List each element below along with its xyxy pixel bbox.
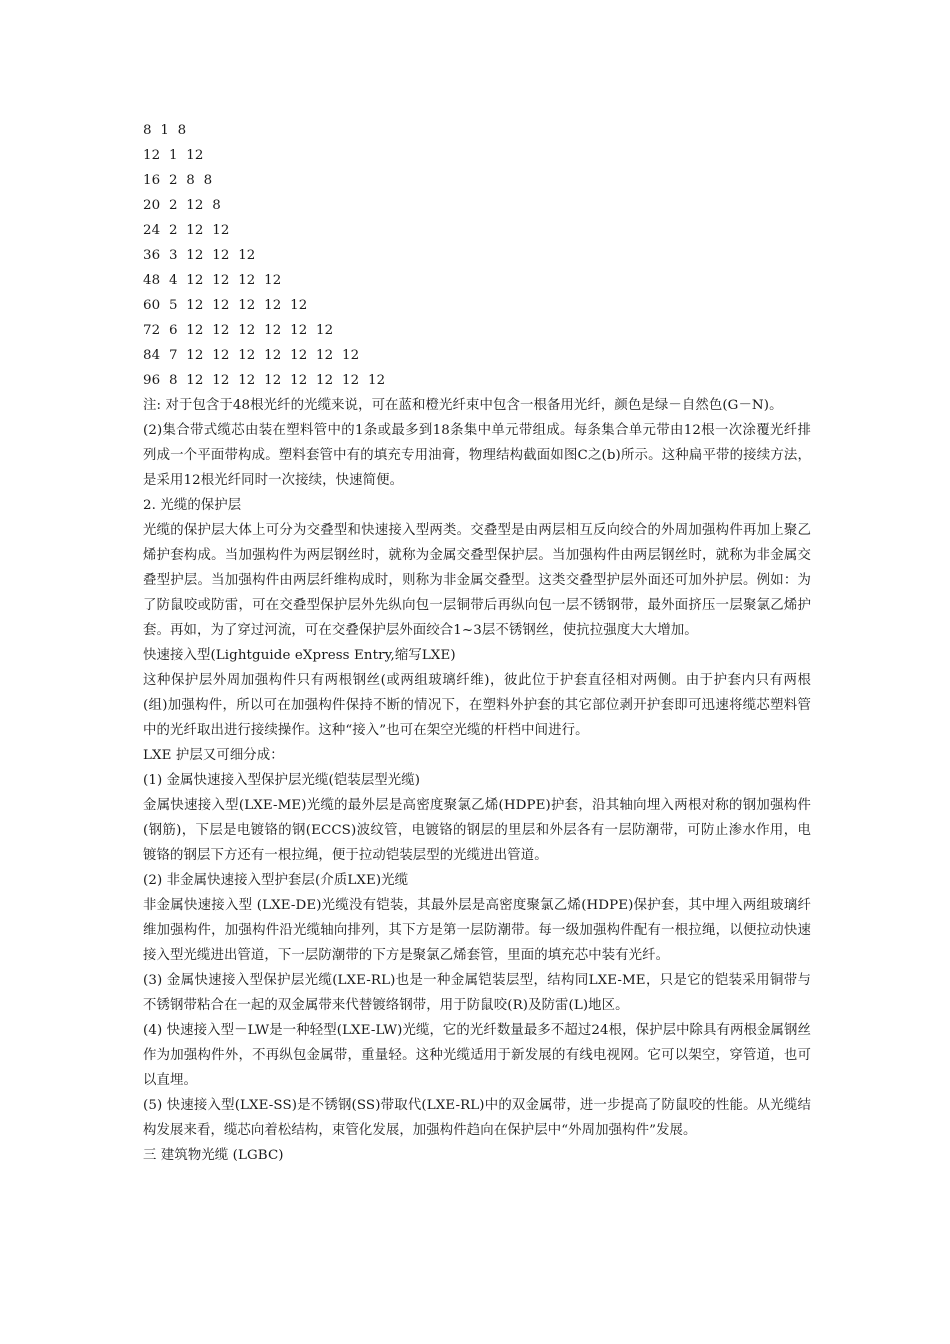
table-row: 8 1 8: [143, 123, 187, 138]
paragraph-protective-layer: 光缆的保护层大体上可分为交叠型和快速接入型两类。交叠型是由两层相互反向绞合的外周加强构件再加上聚乙烯护套构成。当加强构件为两层钢丝时，就称为金属交叠型保护层。当加强构件由两层钢丝时，就称为非金属交叠型护层。当加强构件由两层纤维构成时，则称为非金属交叠型。这类交叠型护层外面还可加外护层。例如：为了防鼠咬或防雷，可在交叠型保护层外先纵向包一层铜带后再纵向包一层不锈钢带，最外面挤压一层聚氯乙烯护套。再如，为了穿过河流，可在交叠保护层外面绞合1~3层不锈钢丝，使抗拉强度大大增加。: [143, 523, 811, 638]
item-heading-1: (1) 金属快速接入型保护层光缆(铠装层型光缆): [143, 773, 421, 788]
paragraph-ribbon-core: (2)集合带式缆芯由装在塑料管中的1条或最多到18条集中单元带组成。每条集合单元带由12根一次涂覆光纤排列成一个平面带构成。塑料套管中有的填充专用油膏，物理结构截面如图C之(b)所示。这种扁平带的接续方法，是采用12根光纤同时一次接续，快速简便。: [143, 423, 811, 488]
table-row: 72 6 12 12 12 12 12 12: [143, 323, 334, 338]
paragraph-lxe-rl: (3) 金属快速接入型保护层光缆(LXE-RL)也是一种金属铠装层型，结构同LXE-ME，只是它的铠装采用铜带与不锈钢带粘合在一起的双金属带来代替镀络钢带，用于防鼠咬(R)及防雷(L)地区。: [143, 973, 811, 1013]
document-body: [143, 118, 811, 1168]
table-row: 24 2 12 12: [143, 223, 230, 238]
paragraph-lxe: 这种保护层外周加强构件只有两根钢丝(或两组玻璃纤维)，彼此位于护套直径相对两侧。由于护套内只有两根(组)加强构件，所以可在加强构件保持不断的情况下，在塑料外护套的其它部位剥开护套即可迅速将缆芯塑料管中的光纤取出进行接续操作。这种“接入”也可在架空光缆的杆档中间进行。: [143, 673, 811, 738]
table-row: 12 1 12: [143, 148, 204, 163]
paragraph-lxe-subdivision: LXE 护层又可细分成：: [143, 748, 284, 763]
table-row: 48 4 12 12 12 12: [143, 273, 282, 288]
table-row: 60 5 12 12 12 12 12: [143, 298, 308, 313]
section-heading-building-cable: 三 建筑物光缆 (LGBC): [143, 1148, 284, 1163]
section-heading-protective-layer: 2. 光缆的保护层: [143, 498, 242, 513]
fiber-count-table: [143, 118, 811, 393]
table-row: 16 2 8 8: [143, 173, 213, 188]
table-row: 84 7 12 12 12 12 12 12 12: [143, 348, 360, 363]
paragraph-lxe-ss: (5) 快速接入型(LXE-SS)是不锈钢(SS)带取代(LXE-RL)中的双金属带，进一步提高了防鼠咬的性能。从光缆结构发展来看，缆芯向着松结构，束管化发展，加强构件趋向在保护层中“外周加强构件”发展。: [143, 1098, 811, 1138]
table-row: 36 3 12 12 12: [143, 248, 256, 263]
paragraph-lxe-de: 非金属快速接入型 (LXE-DE)光缆没有铠装，其最外层是高密度聚氯乙烯(HDPE)保护套，其中埋入两组玻璃纤维加强构件，加强构件沿光缆轴向排列，其下方是第一层防潮带。每一级加强构件配有一根拉绳，以便拉动快速接入型光缆进出管道，下一层防潮带的下方是聚氯乙烯套管，里面的填充芯中装有光纤。: [143, 898, 811, 963]
table-row: 96 8 12 12 12 12 12 12 12 12: [143, 373, 386, 388]
item-heading-2: (2) 非金属快速接入型护套层(介质LXE)光缆: [143, 873, 409, 888]
subheading-lxe: 快速接入型(Lightguide eXpress Entry,缩写LXE): [143, 648, 456, 663]
table-row: 20 2 12 8: [143, 198, 221, 213]
table-note: 注: 对于包含于48根光纤的光缆来说，可在蓝和橙光纤束中包含一根备用光纤，颜色是绿－自然色(G－N)。: [143, 398, 783, 413]
paragraph-lxe-me: 金属快速接入型(LXE-ME)光缆的最外层是高密度聚氯乙烯(HDPE)护套，沿其轴向埋入两根对称的钢加强构件(钢筋)，下层是电镀铬的钢(ECCS)波纹管，电镀铬的钢层的里层和外层各有一层防潮带，可防止渗水作用，电镀铬的钢层下方还有一根拉绳，便于拉动铠装层型的光缆进出管道。: [143, 798, 811, 863]
paragraph-lxe-lw: (4) 快速接入型－LW是一种轻型(LXE-LW)光缆，它的光纤数量最多不超过24根，保护层中除具有两根金属钢丝作为加强构件外，不再纵包金属带，重量轻。这种光缆适用于新发展的有线电视网。它可以架空，穿管道，也可以直埋。: [143, 1023, 811, 1088]
